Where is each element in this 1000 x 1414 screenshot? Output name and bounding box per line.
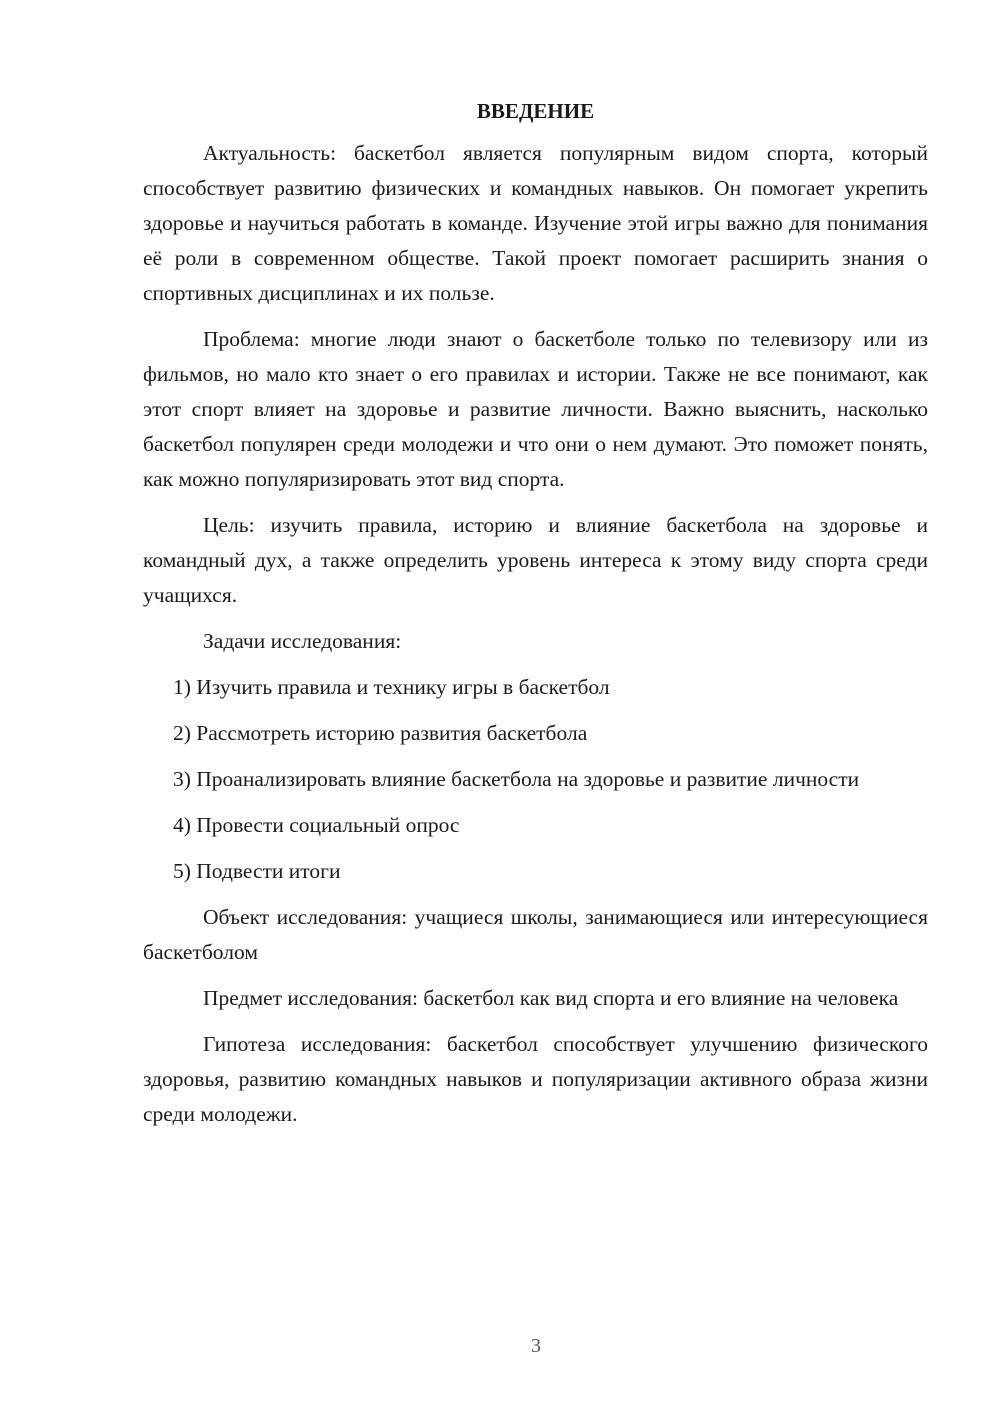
document-page [143,96,928,1132]
paragraph-subject: Предмет исследования: баскетбол как вид спорта и его влияние на человека [203,986,899,1010]
paragraph-problem: Проблема: многие люди знают о баскетболе только по телевизору или из фильмов, но мало кто знает о его правилах и истории. Также не все понимают, как этот спорт влияет на здоровье и развитие личности. Важно выяснить, насколько баскетбол популярен среди молодежи и что они о нем думают. Это поможет понять, как можно популяризировать этот вид спорта. [143,327,928,491]
task-item: 1) Изучить правила и технику игры в баскетбол [173,675,610,699]
paragraph-hypothesis: Гипотеза исследования: баскетбол способствует улучшению физического здоровья, развитию командных навыков и популяризации активного образа жизни среди молодежи. [143,1032,928,1126]
paragraph-object: Объект исследования: учащиеся школы, занимающиеся или интересующиеся баскетболом [143,905,928,964]
paragraph-goal: Цель: изучить правила, историю и влияние баскетбола на здоровье и командный дух, а также определить уровень интереса к этому виду спорта среди учащихся. [143,513,928,607]
tasks-heading: Задачи исследования: [203,629,402,653]
task-item: 2) Рассмотреть историю развития баскетбола [173,721,588,745]
task-item: 5) Подвести итоги [173,859,341,883]
task-item: 3) Проанализировать влияние баскетбола на здоровье и развитие личности [173,767,860,791]
page-number: 3 [531,1335,541,1357]
paragraph-relevance: Актуальность: баскетбол является популярным видом спорта, который способствует развитию физических и командных навыков. Он помогает укрепить здоровье и научиться работать в команде. Изучение этой игры важно для понимания её роли в современном обществе. Такой проект помогает расширить знания о спортивных дисциплинах и их пользе. [143,141,928,305]
section-title: ВВЕДЕНИЕ [476,99,595,123]
task-item: 4) Провести социальный опрос [173,813,460,837]
